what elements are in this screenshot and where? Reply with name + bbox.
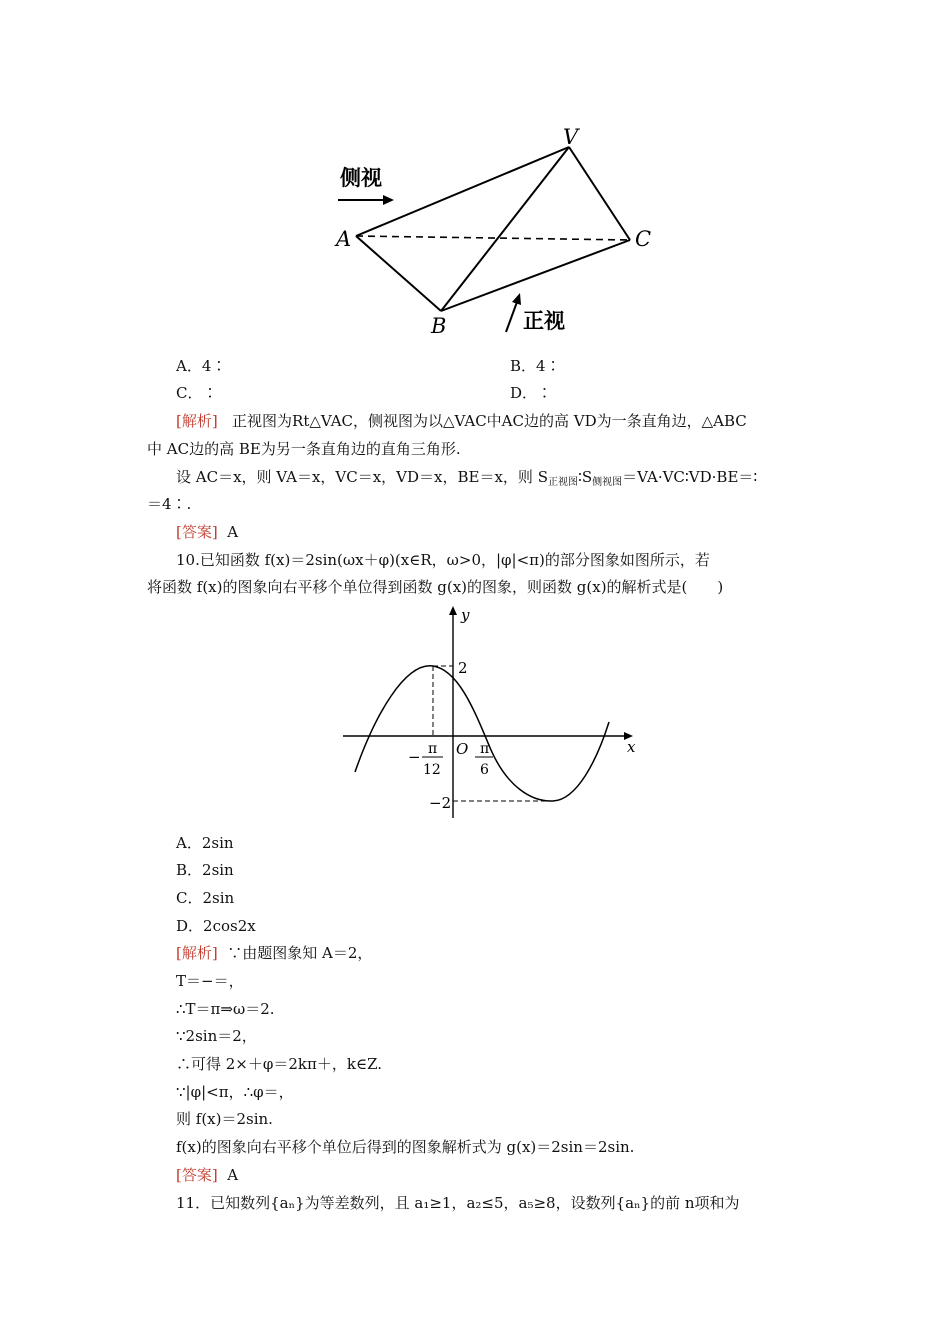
q10-analysis-line1: [176, 943, 372, 963]
pyramid-figure: [320, 120, 670, 345]
edge-va: [356, 147, 569, 236]
q9-analysis-line1: [176, 411, 747, 431]
q9-analysis-line2: 中 AC边的高 BE为另一条直角边的直角三角形.: [147, 440, 461, 458]
q10-step-3: ∴T＝π⇒ω＝2.: [176, 1000, 275, 1018]
sub-side-view: 侧视图: [592, 477, 623, 488]
tick-pos-numerator: π: [480, 741, 490, 757]
q9-analysis-line3: [176, 467, 757, 493]
l3-end: ＝VA·VC∶VD·BE＝∶: [622, 468, 758, 486]
analysis-tag: [解析]: [176, 412, 218, 430]
label-c: C: [635, 227, 652, 251]
label-b: B: [431, 314, 447, 338]
q10-stem-line1: 10.已知函数 f(x)＝2sin(ωx＋φ)(x∈R，ω>0，|φ|<π)的部分图象如图所示，若: [176, 551, 710, 569]
side-view-arrowhead: [383, 195, 394, 205]
sub-front-view: 正视图: [547, 477, 578, 488]
side-view-label: 侧视: [340, 165, 382, 190]
answer-tag: [答案]: [176, 1166, 218, 1184]
analysis-step: ∵由题图象知 A＝2，: [227, 944, 373, 962]
q9-analysis-line4: ＝4∶.: [147, 495, 192, 513]
edge-ac-hidden: [356, 236, 630, 240]
analysis-tag: [解析]: [176, 944, 218, 962]
front-view-label: 正视: [523, 308, 565, 333]
q10-option-b: B．2sin: [176, 861, 234, 879]
tick-neg-sign: −: [408, 748, 421, 766]
sine-curve: [355, 666, 609, 801]
answer-value: A: [227, 523, 239, 541]
q9-option-c: C．∶: [176, 384, 218, 402]
q10-step-5: ∴可得 2×＋φ＝2kπ＋，k∈Z.: [176, 1055, 382, 1073]
label-v: V: [563, 125, 579, 149]
front-view-arrow: [506, 302, 517, 332]
front-view-arrowhead: [512, 293, 521, 305]
edge-vc: [569, 147, 630, 240]
q9-option-a: A．4∶: [176, 357, 227, 375]
origin-label: O: [456, 740, 469, 758]
tick-neg-denominator: 12: [423, 762, 441, 778]
q9-option-b: B．4∶: [510, 357, 561, 375]
q10-step-4: ∵2sin＝2，: [176, 1027, 257, 1045]
tick-pos-denominator: 6: [480, 762, 489, 778]
l3-main: 设 AC＝x，则 VA＝x，VC＝x，VD＝x，BE＝x，则 S: [176, 468, 548, 486]
q10-answer: [176, 1165, 238, 1185]
sine-graph: [335, 600, 650, 825]
q10-option-a: A．2sin: [176, 834, 234, 852]
q10-option-c: C．2sin: [176, 889, 235, 907]
y-min-label: −2: [429, 794, 452, 812]
label-a: A: [336, 227, 352, 251]
y-axis-arrowhead: [449, 606, 457, 615]
q11-stem-line1: 11．已知数列{aₙ}为等差数列，且 a₁≥1，a₂≤5，a₅≥8，设数列{aₙ}的前 n项和为: [176, 1194, 740, 1212]
q10-step-6: ∵|φ|<π，∴φ＝，: [176, 1083, 294, 1101]
l3-mid: ∶S: [577, 468, 593, 486]
y-max-label: 2: [458, 659, 468, 677]
q10-step-8: f(x)的图象向右平移个单位后得到的图象解析式为 g(x)＝2sin＝2sin.: [176, 1138, 635, 1156]
q10-step-7: 则 f(x)＝2sin.: [176, 1110, 273, 1128]
q10-stem-line2: 将函数 f(x)的图象向右平移个单位得到函数 g(x)的图象，则函数 g(x)的解析式是( ): [147, 578, 724, 596]
q9-option-d: D．∶: [510, 384, 553, 402]
q9-answer: [176, 522, 238, 542]
analysis-text: 正视图为Rt△VAC，侧视图为以△VAC中AC边的高 VD为一条直角边，△ABC: [232, 412, 747, 430]
answer-tag: [答案]: [176, 523, 218, 541]
q10-option-d: D．2cos2x: [176, 917, 256, 935]
x-axis-label: x: [627, 738, 636, 756]
y-axis-label: y: [461, 606, 470, 624]
tick-neg-numerator: π: [428, 741, 438, 757]
answer-value: A: [227, 1166, 239, 1184]
q10-step-2: T＝−＝，: [176, 972, 244, 990]
edge-ab: [356, 236, 441, 311]
